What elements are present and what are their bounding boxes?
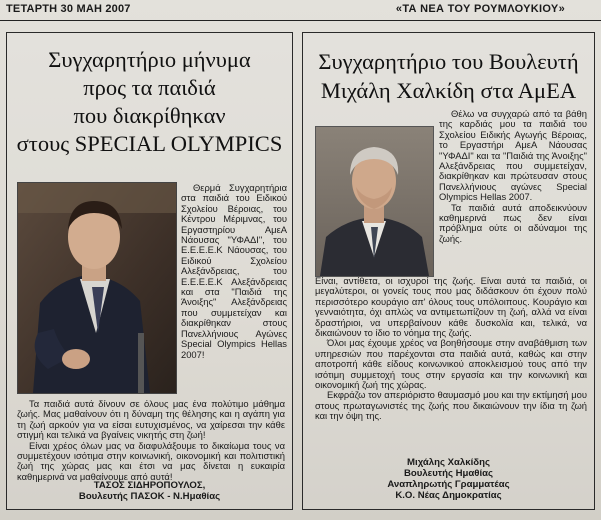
left-article-body [17, 399, 285, 482]
right-signature-role-3: Κ.Ο. Νέας Δημοκρατίας [395, 490, 502, 501]
politician-photo [17, 182, 177, 394]
mp-portrait-image [316, 127, 433, 276]
right-title-line-2: Μιχάλη Χαλκίδη στα ΑμΕΑ [320, 78, 577, 103]
right-title-line-1: Συγχαρητήριο του Βουλευτή [318, 49, 579, 74]
left-article-title [7, 46, 292, 158]
right-article [302, 32, 595, 510]
right-body-paragraph-1: Είναι, αντίθετα, οι ισχυροί της ζωής. Είναι αυτά τα παιδιά, οι μεγαλύτεροι, οι γονείς τους που μας διδάσκουν ότι έχουν πολύ περισσότερο κουράγιο απ' όλους τους υπόλοιπους. Κουράγιο και γενναιότητα, όχι απλώς να αντιμετωπίζουν τη ζωή, αλλά να είναι δραστήριοι, να υπερβαίνουν κάθε δυσκολία και, τελικά, να δικαιώνουν το ίδιο το νόημα της ζωής. [315, 275, 587, 339]
right-article-body [315, 276, 587, 422]
right-signature-role-1: Βουλευτής Ημαθίας [403, 468, 494, 479]
left-signature-name: ΤΑΣΟΣ ΣΙΔΗΡΟΠΟΥΛΟΣ, [93, 480, 206, 491]
left-title-line-2: προς τα παιδιά [83, 75, 216, 100]
mp-portrait-photo [315, 126, 434, 277]
right-body-paragraph-2: Όλοι μας έχουμε χρέος να βοηθήσουμε στην αναβάθμιση των υπηρεσιών που παρέχονται στα παιδιά αυτά, καθώς και στην αποτροπή κάθε είδους κοινωνικού αποκλεισμού τους από την ισότιμη συμμετοχή τους στην εργασία και την κοινωνική και οικονομική ζωή της χώρας. [315, 337, 587, 391]
left-body-paragraph-1: Τα παιδιά αυτά δίνουν σε όλους μας ένα πολύτιμο μάθημα ζωής. Μας μαθαίνουν ότι η δύναμη της θέλησης και η αγάπη για τη ζωή αρκούν για να είσαι ευτυχισμένος, να χαίρεσαι την κάθε στιγμή και τελικά να βγαίνεις νικητής στη ζωή! [17, 398, 285, 441]
right-column-paragraph-2: Τα παιδιά αυτά αποδεικνύουν καθημερινά πως δεν είναι πρόβλημα ούτε οι αδύναμοι της ζωής. [439, 201, 587, 244]
left-signature-role: Βουλευτής ΠΑΣΟΚ - Ν.Ημαθίας [78, 491, 221, 502]
left-column-paragraph: Θερμά Συγχαρητήρια στα παιδιά του Ειδικού Σχολείου Βέροιας, του Κέντρου Μέριμνας, του Εργαστηρίου ΑμεΑ Νάουσας "ΥΦΑΔΙ", του Ε.Ε.Ε.Ε.Κ Νάουσας, του Ειδικού Σχολείου Αλεξάνδρειας, του Ε.Ε.Ε.Ε.Κ Αλεξάνδρειας και στα "Παιδιά της Άνοιξης" Αλεξάνδρειας που συμμετείχαν και διακρίθηκαν στους Πανελλήνιους Αγώνες Special Olympics Hellas 2007! [181, 182, 287, 360]
masthead-date: ΤΕΤΑΡΤΗ 30 ΜΑΗ 2007 [6, 3, 131, 15]
politician-photo-image [18, 183, 176, 393]
right-signature-name: Μιχάλης Χαλκίδης [407, 457, 490, 468]
right-article-title [303, 47, 594, 105]
right-signature-role-2: Αναπληρωτής Γραμματέας [387, 479, 510, 490]
left-body-paragraph-2: Είναι χρέος όλων μας να διαφυλάξουμε το δικαίωμα τους να συμμετέχουν ισότιμα στην κοινωνική, οικονομική και πολιτιστική ζωή της χώρας μας και έτσι να μας δίνεται η ευκαιρία καθημερινά να μαθαίνουμε από αυτά! [17, 439, 285, 482]
right-article-column-text [439, 109, 587, 244]
left-title-line-3: που διακρίθηκαν [73, 103, 226, 128]
left-article-signature [7, 480, 292, 502]
right-article-signature [303, 457, 594, 501]
left-article-column-text [181, 183, 287, 360]
left-title-line-4: στους SPECIAL OLYMPICS [16, 131, 283, 156]
masthead-paper-name: «ΤΑ ΝΕΑ ΤΟΥ ΡΟΥΜΛΟΥΚΙΟΥ» [395, 3, 565, 15]
right-body-paragraph-3: Εκφράζω τον απεριόριστο θαυμασμό μου και την εκτίμησή μου στους πρωταγωνιστές της ζωής που δικαιώνουν την ίδια τη ζωή και την όψη της. [315, 389, 587, 422]
masthead [0, 0, 601, 21]
left-title-line-1: Συγχαρητήριο μήνυμα [48, 47, 251, 72]
right-column-paragraph-1: Θέλω να συγχαρώ από τα βάθη της καρδιάς μου τα παιδιά του Σχολείου Ειδικής Αγωγής Βέροιας, το Εργαστήρι ΑμεΑ Νάουσας "ΥΦΑΔΙ" και τα "Παιδιά της Άνοιξης" Αλεξάνδρειας που συμμετείχαν, διακρίθηκαν και πρώτευσαν στους Πανελλήνιους αγώνες Special Olympics Hellas 2007. [439, 108, 587, 203]
left-article [6, 32, 293, 510]
